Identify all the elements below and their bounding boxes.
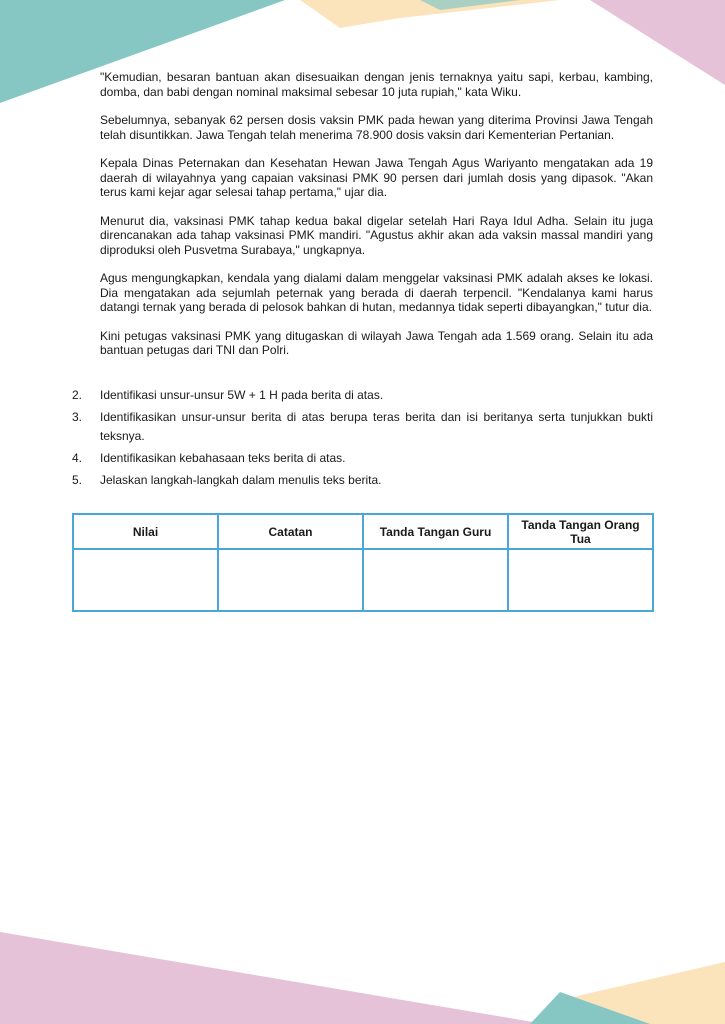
cell-catatan [218,549,363,611]
question-text: Identifikasikan kebahasaan teks berita di atas. [100,451,346,465]
news-article-text [100,70,653,372]
header-nilai: Nilai [73,514,218,549]
question-number: 2. [72,388,83,402]
question-item [72,449,653,468]
paragraph-5: Agus mengungkapkan, kendala yang dialami dalam menggelar vaksinasi PMK adalah akses ke lokasi. Dia mengatakan ada sejumlah peternak yang berada di daerah terpencil. "Kendalanya kami harus datangi ternak yang berada di pelosok bahkan di hutan, medannya tidak seperti dibayangkan," tutur dia. [100,271,653,314]
question-text: Identifikasikan unsur-unsur berita di atas berupa teras berita dan isi beritanya serta tunjukkan bukti teksnya. [100,410,653,443]
header-tanda-tangan-guru: Tanda Tangan Guru [363,514,508,549]
assessment-entry-row [73,549,653,611]
question-number: 4. [72,451,83,465]
question-number: 3. [72,410,83,424]
paragraph-4: Menurut dia, vaksinasi PMK tahap kedua bakal digelar setelah Hari Raya Idul Adha. Selain itu juga direncanakan ada tahap vaksinasi PMK mandiri. "Agustus akhir akan ada vaksin massal mandiri yang diproduksi oleh Pusvetma Surabaya," ungkapnya. [100,213,653,257]
assessment-header-row [73,514,653,549]
assessment-table [72,513,654,612]
header-catatan: Catatan [218,514,363,549]
header-tanda-tangan-orang-tua: Tanda Tangan Orang Tua [508,514,653,549]
cell-nilai [73,549,218,611]
paragraph-6: Kini petugas vaksinasi PMK yang ditugaskan di wilayah Jawa Tengah ada 1.569 orang. Selain itu ada bantuan petugas dari TNI dan Polri. [100,328,653,357]
question-item [72,386,653,405]
question-list [72,386,653,493]
question-item [72,408,653,446]
question-number: 5. [72,473,83,487]
question-text: Identifikasi unsur-unsur 5W + 1 H pada berita di atas. [100,388,384,402]
paragraph-3: Kepala Dinas Peternakan dan Kesehatan Hewan Jawa Tengah Agus Wariyanto mengatakan ada 19 daerah di wilayahnya yang capaian vaksinasi PMK 90 persen dari jumlah dosis yang dipasok. "Akan terus kami kejar agar selesai tahap pertama," ujar dia. [100,156,653,199]
question-item [72,471,653,490]
question-text: Jelaskan langkah-langkah dalam menulis teks berita. [100,473,382,487]
paragraph-1: "Kemudian, besaran bantuan akan disesuaikan dengan jenis ternaknya yaitu sapi, kerbau, kambing, domba, dan babi dengan nominal maksimal sebesar 10 juta rupiah," kata Wiku. [100,70,653,99]
cell-tanda-tangan-orang-tua [508,549,653,611]
cell-tanda-tangan-guru [363,549,508,611]
paragraph-2: Sebelumnya, sebanyak 62 persen dosis vaksin PMK pada hewan yang diterima Provinsi Jawa Tengah telah disuntikkan. Jawa Tengah telah menerima 78.900 dosis vaksin dari Kementerian Pertanian. [100,113,653,142]
bottom-pink-shape [0,932,545,1024]
